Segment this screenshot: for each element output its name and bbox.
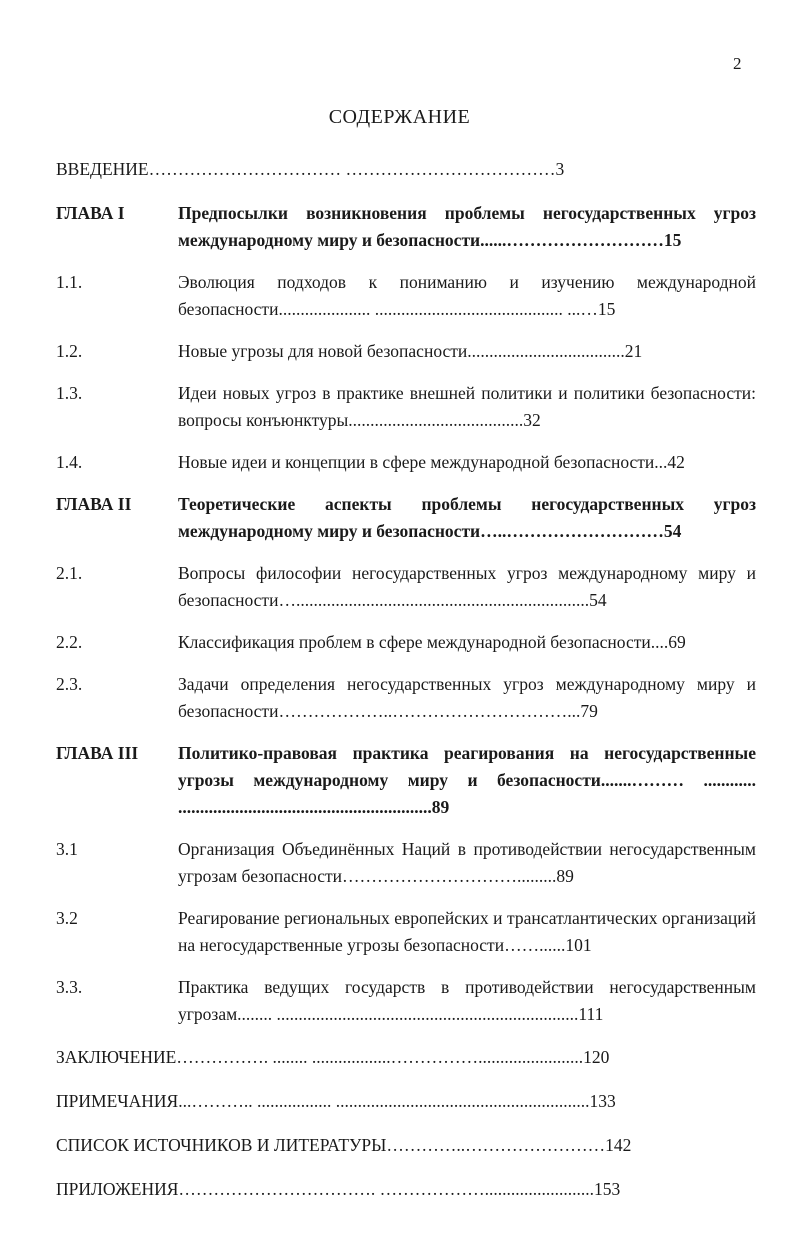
toc-section-1-2[interactable] (56, 338, 756, 365)
section-title: Реагирование региональных европейских и трансатлантических организаций на негосударственные угрозы безопасности……......101 (178, 908, 756, 955)
section-title: Организация Объединённых Наций в противодействии негосударственным угрозам безопасности………………………….........89 (178, 839, 756, 886)
chapter-number: ГЛАВА III (56, 743, 139, 763)
chapter-title: Политико-правовая практика реагирования на негосударственные угрозы международному миру и безопасности.......……… ............ ..........................................................89 (178, 743, 756, 817)
section-title: Задачи определения негосударственных угроз международному миру и безопасности………………..…………………………...79 (178, 674, 756, 721)
toc-section-2-2[interactable] (56, 629, 756, 656)
toc-chapter-3[interactable] (56, 740, 756, 821)
chapter-number: ГЛАВА I (56, 203, 125, 223)
section-title: Новые угрозы для новой безопасности....................................21 (178, 341, 643, 361)
toc-section-3-1[interactable] (56, 836, 756, 890)
section-title: Вопросы философии негосударственных угроз международному миру и безопасности…...................................................................54 (178, 563, 756, 610)
chapter-title: Теоретические аспекты проблемы негосударственных угроз международному миру и безопасности…..………………………54 (178, 494, 756, 541)
toc-chapter-2[interactable] (56, 491, 756, 545)
toc-section-1-1[interactable] (56, 269, 756, 323)
section-number: 2.2. (56, 632, 83, 652)
page-number: 2 (733, 54, 742, 73)
section-number: 1.3. (56, 383, 83, 403)
section-title: Новые идеи и концепции в сфере международной безопасности...42 (178, 452, 685, 472)
chapter-number: ГЛАВА II (56, 494, 132, 514)
section-number: 3.1 (56, 839, 78, 859)
toc-intro[interactable]: ВВЕДЕНИЕ…………………………… ………………………………3 (56, 159, 565, 179)
toc-chapter-1[interactable] (56, 200, 756, 254)
page-title: СОДЕРЖАНИЕ (328, 106, 471, 128)
section-number: 2.1. (56, 563, 83, 583)
section-title: Практика ведущих государств в противодействии негосударственным угрозам........ .....................................................................111 (178, 977, 756, 1024)
section-number: 2.3. (56, 674, 83, 694)
section-title: Идеи новых угроз в практике внешней политики и политики безопасности: вопросы конъюнктуры........................................32 (178, 383, 756, 430)
toc-section-2-1[interactable] (56, 560, 756, 614)
table-of-contents (56, 156, 756, 1220)
toc-conclusion[interactable]: ЗАКЛЮЧЕНИЕ……………. ........ ..................……………........................120 (56, 1047, 610, 1067)
section-number: 3.2 (56, 908, 78, 928)
chapter-title: Предпосылки возникновения проблемы негосударственных угроз международному миру и безопасности......………………………15 (178, 203, 756, 250)
section-title: Классификация проблем в сфере международной безопасности....69 (178, 632, 686, 652)
section-number: 1.4. (56, 452, 83, 472)
section-title: Эволюция подходов к пониманию и изучению международной безопасности..................... ........................................... ...…15 (178, 272, 756, 319)
toc-section-1-3[interactable] (56, 380, 756, 434)
toc-appendices[interactable]: ПРИЛОЖЕНИЯ……………………………. ……………….........................153 (56, 1179, 621, 1199)
toc-section-1-4[interactable] (56, 449, 756, 476)
section-number: 3.3. (56, 977, 83, 997)
toc-section-3-3[interactable] (56, 974, 756, 1028)
toc-notes[interactable]: ПРИМЕЧАНИЯ...……….. ................. ..........................................................133 (56, 1091, 616, 1111)
toc-section-2-3[interactable] (56, 671, 756, 725)
toc-section-3-2[interactable] (56, 905, 756, 959)
section-number: 1.2. (56, 341, 83, 361)
toc-sources[interactable]: СПИСОК ИСТОЧНИКОВ И ЛИТЕРАТУРЫ…………..……………………142 (56, 1135, 632, 1155)
section-number: 1.1. (56, 272, 83, 292)
